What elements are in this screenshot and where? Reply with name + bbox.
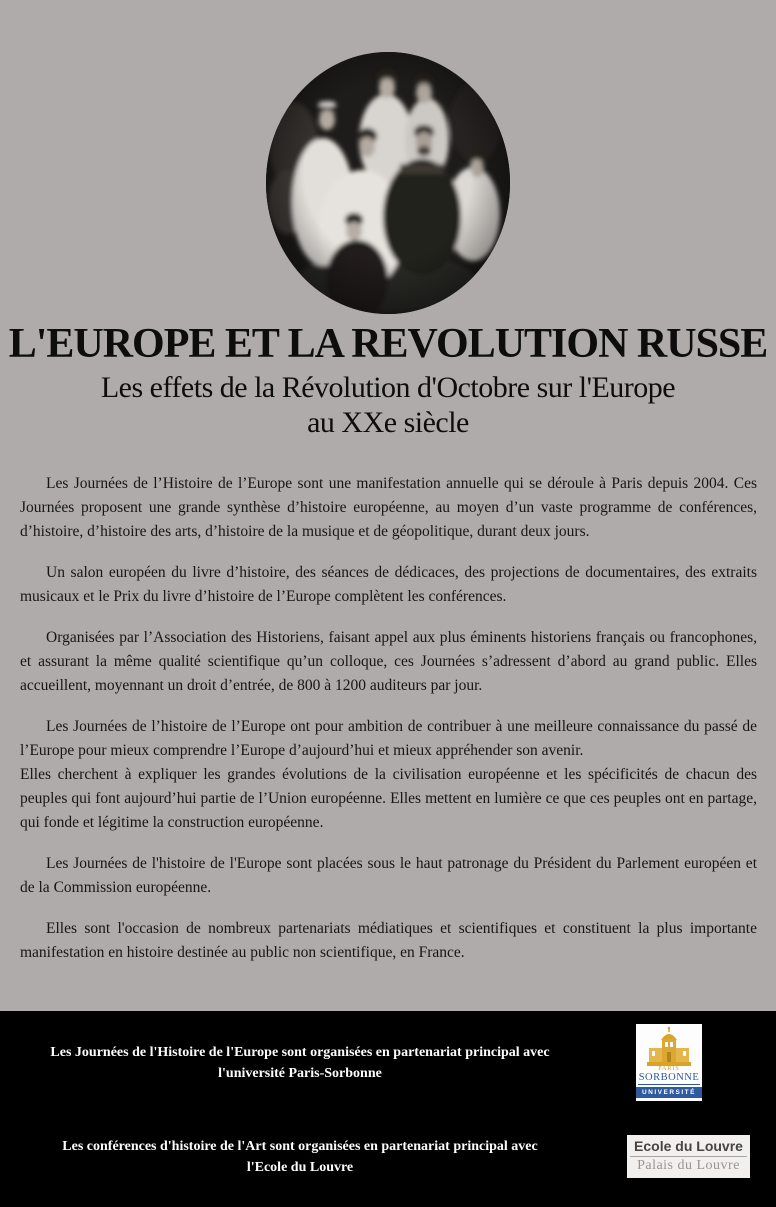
sorbonne-partner-row [0,1011,776,1110]
paragraph-ambition-suite: Elles cherchent à expliquer les grandes évolutions de la civilisation européenne et les spécificités de chacun des peuples qui font aujourd’hui partie de l’Union européenne. Elles mettent en lumière ce que ces peuples ont en partage, qui fonde et légitime la construction européenne. [20,766,757,831]
sorbonne-partnership-text [0,1042,600,1084]
sorbonne-partnership-line-1: Les Journées de l'Histoire de l'Europe sont organisées en partenariat principal avec [50,1044,550,1060]
sorbonne-logo-paris-label: PARIS [658,1066,680,1072]
paragraph-ambition: Les Journées de l’histoire de l’Europe ont pour ambition de contribuer à une meilleure connaissance du passé de l’Europe pour mieux comprendre l’Europe d’aujourd’hui et mieux appréhender son avenir. [20,718,757,759]
ecole-du-louvre-logo-subtitle: Palais du Louvre [637,1158,740,1173]
page-subtitle [0,370,776,440]
footer [0,1011,776,1207]
body-text [20,472,757,965]
sorbonne-logo-name: SORBONNE [638,1072,700,1083]
ecole-du-louvre-logo-divider [630,1156,747,1157]
louvre-partnership-line-2: l'Ecole du Louvre [246,1159,354,1175]
subtitle-line-1: Les effets de la Révolution d'Octobre sur l'Europe [100,371,676,404]
louvre-partnership-text [0,1136,600,1178]
louvre-partner-row [0,1110,776,1203]
paragraph-patronage: Les Journées de l'histoire de l'Europe sont placées sous le haut patronage du Président du Parlement européen et de la Commission européenne. [20,855,757,896]
paragraph-intro: Les Journées de l’Histoire de l’Europe sont une manifestation annuelle qui se déroule à Paris depuis 2004. Ces Journées proposent une grande synthèse d’histoire européenne, au moyen d’un vaste programme de conférences, d’histoire, d’histoire des arts, d’histoire de la musique et de géopolitique, durant deux jours. [20,475,757,540]
paragraph-salon: Un salon européen du livre d’histoire, des séances de dédicaces, des projections de documentaires, des extraits musicaux et le Prix du livre d’histoire de l’Europe complètent les conférences. [20,564,757,605]
page-title: L'EUROPE ET LA REVOLUTION RUSSE [8,321,768,367]
paragraph-partenariats: Elles sont l'occasion de nombreux partenariats médiatiques et scientifiques et constituent la plus importante manifestation en histoire destinée au public non scientifique, en France. [20,920,757,961]
romanov-family-photo [266,52,510,314]
sorbonne-logo-universite-banner: UNIVERSITÉ [636,1087,702,1098]
paris-sorbonne-logo [636,1024,702,1101]
sorbonne-partnership-line-2: l'université Paris-Sorbonne [218,1065,382,1081]
subtitle-line-2: au XXe siècle [307,406,469,439]
ecole-du-louvre-logo-title: Ecole du Louvre [634,1138,743,1154]
ecole-du-louvre-logo [627,1135,750,1178]
louvre-partnership-line-1: Les conférences d'histoire de l'Art sont organisées en partenariat principal avec [62,1138,538,1154]
paragraph-organisation: Organisées par l’Association des Historiens, faisant appel aux plus éminents historiens français ou francophones, et assurant la même qualité scientifique qu’un colloque, ces Journées s’adressent d’abord au grand public. Elles accueillent, moyennant un droit d’entrée, de 800 à 1200 auditeurs par jour. [20,629,757,694]
romanov-photo-illustration [266,52,510,314]
sorbonne-building-icon [639,1026,699,1068]
